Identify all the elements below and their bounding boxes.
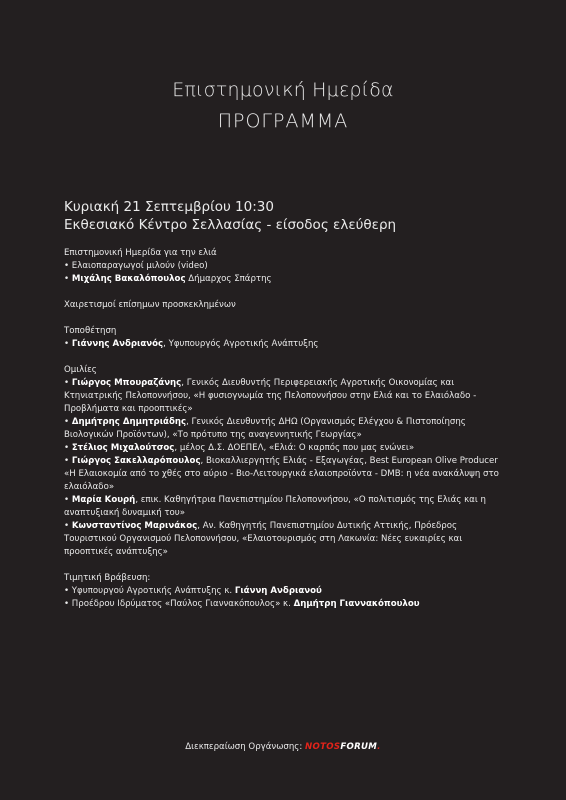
award-heading: Τιμητική Βράβευση:: [64, 573, 151, 583]
organizer-label: Διεκπεραίωση Οργάνωσης:: [185, 742, 305, 752]
honoree-name: Δημήτρη Γιαννακόπουλου: [293, 599, 420, 609]
talk-item: • Δημήτρης Δημητριάδης, Γενικός Διευθυντής ΔΗΩ (Οργανισμός Ελέγχου & Πιστοποίησης Βιολογικών Προϊόντων), «Το πρότυπο της αναγεννητικής Γεωργίας»: [64, 417, 466, 440]
speaker-name: Δημήτρης Δημητριάδης: [71, 417, 187, 427]
speaker-name: Μιχάλης Βακαλόπουλος: [71, 274, 186, 284]
program-body: [64, 247, 504, 611]
speaker-name: Γιώργος Σακελλαρόπουλος: [71, 456, 201, 466]
honoree-name: Γιάννη Ανδριανού: [234, 586, 322, 596]
speaker-name: Στέλιος Μιχαλούτσος: [71, 443, 175, 453]
event-date: Κυριακή 21 Σεπτεμβρίου 10:30: [64, 199, 274, 215]
organizer-logo: NOTOSFORUM.: [304, 742, 381, 752]
speaker-name: Γιάννης Ανδριανός: [71, 339, 164, 349]
page-title: ΠΡΟΓΡΑΜΜΑ: [217, 110, 349, 132]
speaker-name: Γιώργος Μπουραζάνης: [71, 378, 182, 388]
talk-item: • Μαρία Κουρή, επικ. Καθηγήτρια Πανεπιστημίου Πελοποννήσου, «Ο πολιτισμός της Ελιάς και η αναπτυξιακή δυναμική του»: [64, 495, 486, 518]
event-venue: Εκθεσιακό Κέντρο Σελλασίας - είσοδος ελεύθερη: [64, 217, 397, 233]
talk-item: • Γιώργος Μπουραζάνης, Γενικός Διευθυντής Περιφερειακής Αγροτικής Οικονομίας και Κτηνιατρικής Πελοποννήσου, «Η φυσιογνωμία της Πελοποννήσου στην Ελιά και το Ελαιόλαδο - Προβλήματα και προοπτικές»: [64, 378, 477, 414]
position-item: • Γιάννης Ανδριανός, Υφυπουργός Αγροτικής Ανάπτυξης: [64, 339, 319, 349]
award-item: • Υφυπουργού Αγροτικής Ανάπτυξης κ. Γιάννη Ανδριανού: [64, 586, 322, 596]
award-item: • Προέδρου Ιδρύματος «Παύλος Γιαννακόπουλος» κ. Δημήτρη Γιαννακόπουλου: [64, 599, 420, 609]
greetings-line: Χαιρετισμοί επίσημων προσκεκλημένων: [64, 300, 236, 310]
talk-item: • Γιώργος Σακελλαρόπουλος, Βιοκαλλιεργητής Ελιάς - Εξαγωγέας, Best European Olive Producer «Η Ελαιοκομία από το χθές στο αύριο - Βιο-Λειτουργικά ελαιοπροϊόντα - DMB: η νέα ανακάλυψη στο ελαιόλαδο»: [64, 456, 499, 492]
position-heading: Τοποθέτηση: [64, 326, 117, 336]
talk-item: • Στέλιος Μιχαλούτσος, μέλος Δ.Σ. ΔΟΕΠΕΛ, «Ελιά: Ο καρπός που μας ενώνει»: [64, 443, 415, 453]
speaker-name: Μαρία Κουρή: [71, 495, 136, 505]
date-location: [64, 198, 396, 234]
mayor-item: • Μιχάλης Βακαλόπουλος Δήμαρχος Σπάρτης: [64, 274, 272, 284]
title-block: [0, 78, 566, 134]
talk-item: • Κωνσταντίνος Μαρινάκος, Αν. Καθηγητής Πανεπιστημίου Δυτικής Αττικής, Πρόεδρος Τουριστικού Οργανισμού Πελοποννήσου, «Ελαιοτουρισμός στη Λακωνία: Νέες ευκαιρίες και προοπτικές ανάπτυξης»: [64, 521, 463, 557]
speaker-name: Κωνσταντίνος Μαρινάκος: [71, 521, 198, 531]
event-type: Επιστημονική Ημερίδα: [172, 79, 394, 101]
video-item: • Ελαιοπαραγωγοί μιλούν (video): [64, 261, 208, 271]
talks-heading: Ομιλίες: [64, 365, 97, 375]
organizer-footer: [0, 742, 566, 752]
intro-line: Επιστημονική Ημερίδα για την ελιά: [64, 248, 217, 258]
